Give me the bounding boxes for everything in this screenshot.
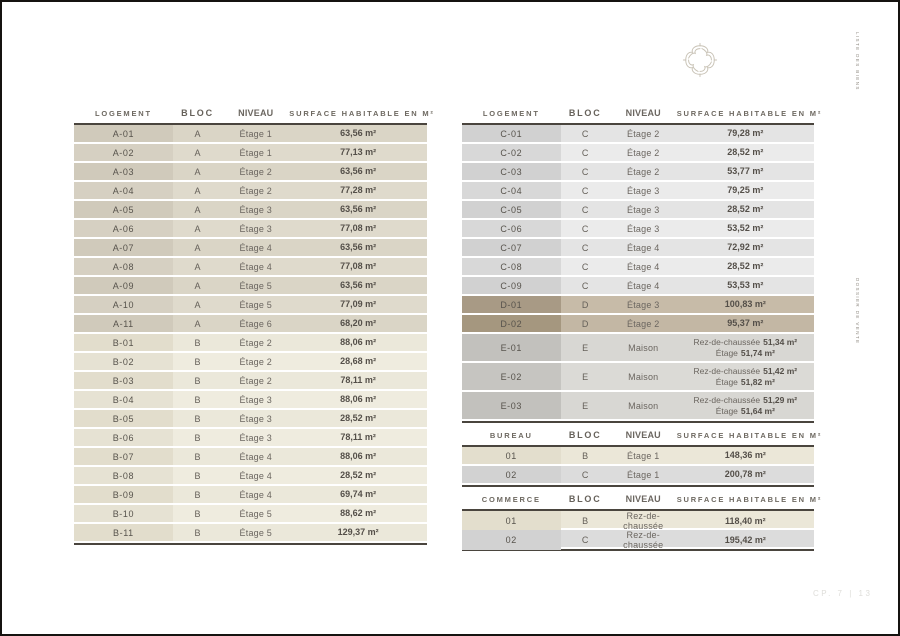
table-header-row	[462, 104, 823, 125]
cell-bloc: C	[581, 469, 589, 480]
cell-bloc: B	[194, 451, 201, 462]
surface-line	[693, 366, 797, 377]
cell-surface: 129,37 m²	[337, 527, 379, 537]
cell-surface: 79,28 m²	[727, 128, 764, 138]
cell-logement: 01	[462, 511, 561, 531]
cell-niveau: Étage 3	[627, 185, 660, 196]
column-header: SURFACE HABITABLE EN M²	[676, 494, 823, 504]
right-column	[462, 104, 823, 551]
column-header: SURFACE HABITABLE EN M²	[676, 108, 823, 118]
cell-surface: 77,28 m²	[340, 185, 377, 195]
cell-bloc: B	[582, 516, 589, 526]
cell-niveau: Étage 5	[239, 280, 272, 291]
cell-logement: C-02	[462, 144, 561, 161]
surface-line-value: 51,82 m²	[740, 376, 775, 387]
surface-line-label: Rez-de-chaussée	[693, 365, 761, 376]
cell-niveau: Étage 4	[239, 451, 272, 462]
cell-logement: A-09	[74, 277, 173, 294]
cell-bloc: A	[194, 261, 201, 272]
cell-surface: 63,56 m²	[340, 166, 377, 176]
cell-surface: 77,08 m²	[340, 261, 377, 271]
cell-bloc: A	[194, 185, 201, 196]
cell-bloc: C	[581, 242, 589, 253]
cell-surface: 78,11 m²	[340, 432, 376, 442]
cell-bloc: B	[194, 413, 201, 424]
surface-line-label: Rez-de-chaussée	[693, 336, 761, 347]
surface-line-label: Étage	[715, 405, 738, 416]
cell-surface: 195,42 m²	[724, 534, 766, 545]
table-row	[74, 505, 427, 524]
cell-surface	[677, 363, 814, 390]
cell-logement: D-01	[462, 296, 561, 313]
cell-niveau: Étage 4	[239, 489, 272, 500]
cell-logement: A-07	[74, 239, 173, 256]
cell-surface	[677, 334, 814, 361]
cell-surface: 78,11 m²	[340, 375, 376, 385]
cell-bloc: C	[581, 147, 589, 158]
cell-logement: C-09	[462, 277, 561, 294]
table-row	[74, 486, 427, 505]
rosette-ornament-icon	[681, 41, 719, 79]
cell-niveau: Étage 4	[239, 470, 272, 481]
column-header: SURFACE HABITABLE EN M²	[676, 430, 823, 440]
cell-logement: 01	[462, 447, 561, 464]
table-header-row	[74, 104, 435, 125]
cell-niveau: Étage 3	[239, 204, 272, 215]
cell-niveau: Étage 3	[239, 413, 272, 424]
cell-logement: A-01	[74, 125, 173, 142]
cell-logement: C-06	[462, 220, 561, 237]
cell-bloc: E	[582, 400, 589, 411]
table-row	[462, 511, 814, 530]
cell-bloc: C	[581, 185, 589, 196]
cell-bloc: B	[194, 394, 201, 405]
cell-bloc: C	[581, 166, 589, 177]
table-row	[74, 334, 427, 353]
cell-bloc: E	[582, 342, 589, 353]
cell-bloc: B	[194, 489, 201, 500]
surface-line	[693, 337, 797, 348]
table-row	[462, 363, 814, 392]
table-row	[74, 410, 427, 429]
cell-surface: 28,52 m²	[727, 147, 764, 157]
table-row	[462, 258, 814, 277]
table-row	[74, 201, 427, 220]
cell-niveau: Étage 1	[627, 450, 660, 461]
cell-surface: 53,52 m²	[727, 223, 764, 233]
cell-bloc: A	[194, 318, 201, 329]
column-header: NIVEAU	[238, 108, 274, 118]
cell-bloc: A	[194, 166, 201, 177]
cell-surface: 100,83 m²	[724, 299, 766, 309]
cell-niveau: Étage 5	[239, 508, 272, 519]
column-header: NIVEAU	[625, 108, 661, 118]
table-row	[74, 524, 427, 543]
cell-logement: A-05	[74, 201, 173, 218]
cell-logement: A-04	[74, 182, 173, 199]
cell-surface	[677, 392, 814, 419]
page-number: CP. 7 | 13	[813, 589, 873, 598]
table-row	[462, 220, 814, 239]
cell-niveau: Étage 2	[239, 375, 272, 386]
cell-niveau: Étage 1	[239, 128, 272, 139]
cell-surface: 148,36 m²	[724, 450, 766, 460]
table-row	[462, 144, 814, 163]
cell-bloc: C	[581, 204, 589, 215]
table-row	[462, 392, 814, 421]
surface-line-value: 51,42 m²	[763, 365, 798, 376]
cell-bloc: A	[194, 280, 201, 291]
cell-logement: B-05	[74, 410, 173, 427]
cell-bloc: B	[194, 356, 201, 367]
cell-surface: 28,52 m²	[727, 204, 764, 214]
column-header: COMMERCE	[481, 494, 541, 504]
cell-bloc: A	[194, 147, 201, 158]
surface-line	[716, 348, 775, 359]
column-header: NIVEAU	[625, 494, 661, 504]
cell-surface: 28,68 m²	[340, 356, 377, 366]
cell-niveau: Étage 2	[627, 318, 660, 329]
cell-surface: 72,92 m²	[727, 242, 764, 252]
cell-niveau: Étage 4	[239, 242, 272, 253]
table-row	[74, 144, 427, 163]
cell-bloc: C	[581, 280, 589, 291]
cell-surface: 88,06 m²	[340, 337, 377, 347]
cell-bloc: D	[581, 318, 589, 329]
table-row	[462, 201, 814, 220]
cell-surface: 63,56 m²	[340, 128, 377, 138]
cell-surface: 68,20 m²	[340, 318, 377, 328]
cell-logement: C-01	[462, 125, 561, 142]
table-commerces	[462, 487, 823, 551]
cell-logement: A-02	[74, 144, 173, 161]
cell-bloc: A	[194, 299, 201, 310]
table-header-row	[462, 487, 823, 511]
cell-logement: A-08	[74, 258, 173, 275]
cell-niveau: Étage 2	[239, 356, 272, 367]
cell-bloc: D	[581, 299, 589, 310]
table-row	[74, 277, 427, 296]
cell-logement: B-10	[74, 505, 173, 522]
cell-logement: A-10	[74, 296, 173, 313]
cell-niveau: Étage 3	[627, 299, 660, 310]
table-row	[74, 258, 427, 277]
cell-niveau: Étage 4	[627, 280, 660, 291]
surface-line-label: Étage	[715, 347, 738, 358]
column-header: NIVEAU	[625, 430, 661, 440]
table-row	[74, 372, 427, 391]
cell-bloc: B	[194, 527, 201, 538]
surface-line	[716, 406, 775, 417]
cell-surface: 69,74 m²	[340, 489, 377, 499]
cell-niveau: Étage 1	[627, 469, 660, 480]
cell-niveau: Étage 5	[239, 299, 272, 310]
table-row	[74, 125, 427, 144]
column-header: BLOC	[568, 494, 602, 504]
table-row	[462, 296, 814, 315]
cell-niveau: Étage 3	[239, 394, 272, 405]
cell-niveau: Maison	[628, 371, 659, 382]
surface-line-label: Étage	[715, 376, 738, 387]
cell-bloc: B	[194, 508, 201, 519]
column-header: LOGEMENT	[94, 108, 152, 118]
cell-niveau: Étage 1	[239, 147, 272, 158]
cell-logement: 02	[462, 466, 561, 483]
cell-niveau: Étage 6	[239, 318, 272, 329]
cell-surface: 88,06 m²	[340, 451, 377, 461]
cell-logement: C-04	[462, 182, 561, 199]
cell-logement: B-02	[74, 353, 173, 370]
cell-bloc: A	[194, 204, 201, 215]
cell-surface: 77,08 m²	[340, 223, 377, 233]
cell-niveau: Étage 3	[239, 223, 272, 234]
surface-line	[716, 377, 775, 388]
side-label-middle: DOSSIER DE VENTE	[855, 278, 860, 345]
cell-niveau: Étage 3	[239, 432, 272, 443]
table-row	[462, 530, 814, 549]
table-row	[462, 182, 814, 201]
table-row	[74, 182, 427, 201]
table-row	[462, 125, 814, 144]
cell-logement: D-02	[462, 315, 561, 332]
cell-surface: 63,56 m²	[340, 242, 377, 252]
surface-line-label: Rez-de-chaussée	[693, 394, 761, 405]
cell-niveau: Étage 4	[239, 261, 272, 272]
column-header: BLOC	[181, 108, 214, 118]
cell-surface: 53,77 m²	[727, 166, 764, 176]
cell-niveau: Étage 5	[239, 527, 272, 538]
cell-niveau: Étage 4	[627, 242, 660, 253]
cell-surface: 88,06 m²	[340, 394, 377, 404]
table-row	[462, 334, 814, 363]
cell-bloc: B	[194, 432, 201, 443]
cell-bloc: B	[194, 337, 201, 348]
cell-logement: A-11	[74, 315, 173, 332]
cell-surface: 77,09 m²	[340, 299, 377, 309]
cell-logement: A-06	[74, 220, 173, 237]
cell-niveau: Rez-de-chaussée	[623, 511, 664, 531]
cell-niveau: Étage 2	[239, 166, 272, 177]
cell-niveau: Étage 2	[627, 128, 660, 139]
cell-surface: 200,78 m²	[724, 469, 766, 479]
cell-bloc: C	[581, 128, 589, 139]
table-row	[462, 315, 814, 334]
cell-bloc: C	[581, 223, 589, 234]
table-row	[74, 429, 427, 448]
table-bureaux	[462, 423, 823, 487]
table-row	[74, 239, 427, 258]
column-header: BUREAU	[489, 430, 533, 440]
cell-surface: 77,13 m²	[340, 147, 377, 157]
table-row	[74, 220, 427, 239]
cell-logement: B-11	[74, 524, 173, 541]
cell-bloc: B	[582, 450, 589, 461]
table-row	[462, 239, 814, 258]
cell-logement: A-03	[74, 163, 173, 180]
cell-surface: 63,56 m²	[340, 280, 377, 290]
cell-niveau: Maison	[628, 400, 659, 411]
cell-logement: B-07	[74, 448, 173, 465]
table-row	[462, 163, 814, 182]
cell-logement: B-09	[74, 486, 173, 503]
cell-logement: B-06	[74, 429, 173, 446]
table-row	[74, 315, 427, 334]
table-row	[74, 467, 427, 486]
cell-surface: 28,52 m²	[727, 261, 764, 271]
cell-logement: B-08	[74, 467, 173, 484]
cell-logement: B-01	[74, 334, 173, 351]
cell-niveau: Étage 2	[239, 337, 272, 348]
cell-logement: C-03	[462, 163, 561, 180]
cell-bloc: E	[582, 371, 589, 382]
cell-surface: 28,52 m²	[340, 413, 377, 423]
cell-logement: E-01	[462, 334, 561, 361]
cell-surface: 118,40 m²	[725, 515, 766, 526]
cell-niveau: Étage 2	[627, 147, 660, 158]
cell-logement: 02	[462, 530, 561, 550]
surface-line-value: 51,34 m²	[763, 336, 798, 347]
cell-niveau: Rez-de-chaussée	[623, 530, 664, 550]
cell-surface: 63,56 m²	[340, 204, 377, 214]
side-label-top: LISTE DES BIENS	[855, 32, 860, 91]
cell-surface: 53,53 m²	[727, 280, 764, 290]
cell-logement: C-05	[462, 201, 561, 218]
cell-bloc: A	[194, 128, 201, 139]
table-row	[462, 447, 814, 466]
surface-line-value: 51,29 m²	[763, 394, 798, 405]
cell-surface: 95,37 m²	[727, 318, 764, 328]
cell-bloc: C	[581, 535, 589, 545]
table-row	[74, 448, 427, 467]
table-row	[462, 466, 814, 485]
cell-bloc: B	[194, 470, 201, 481]
cell-bloc: B	[194, 375, 201, 386]
cell-logement: E-02	[462, 363, 561, 390]
surface-line	[693, 395, 797, 406]
column-header: BLOC	[568, 430, 602, 440]
cell-niveau: Étage 2	[239, 185, 272, 196]
table-row	[74, 163, 427, 182]
cell-niveau: Étage 3	[627, 223, 660, 234]
cell-logement: B-03	[74, 372, 173, 389]
table-row	[462, 277, 814, 296]
surface-line-value: 51,74 m²	[740, 347, 775, 358]
cell-niveau: Étage 2	[627, 166, 660, 177]
cell-logement: C-07	[462, 239, 561, 256]
table-logements-ab	[74, 104, 435, 545]
table-logements-cde	[462, 104, 823, 423]
column-header: LOGEMENT	[482, 108, 540, 118]
cell-niveau: Étage 4	[627, 261, 660, 272]
cell-surface: 79,25 m²	[727, 185, 764, 195]
cell-bloc: A	[194, 242, 201, 253]
table-header-row	[462, 423, 823, 447]
table-row	[74, 296, 427, 315]
cell-surface: 28,52 m²	[340, 470, 377, 480]
column-header: SURFACE HABITABLE EN M²	[289, 108, 435, 118]
cell-surface: 88,62 m²	[340, 508, 377, 518]
cell-logement: E-03	[462, 392, 561, 419]
table-row	[74, 353, 427, 372]
table-row	[74, 391, 427, 410]
cell-bloc: C	[581, 261, 589, 272]
cell-bloc: A	[194, 223, 201, 234]
surface-line-value: 51,64 m²	[740, 405, 775, 416]
cell-niveau: Maison	[628, 342, 659, 353]
column-header: BLOC	[568, 108, 602, 118]
cell-niveau: Étage 3	[627, 204, 660, 215]
cell-logement: B-04	[74, 391, 173, 408]
cell-logement: C-08	[462, 258, 561, 275]
